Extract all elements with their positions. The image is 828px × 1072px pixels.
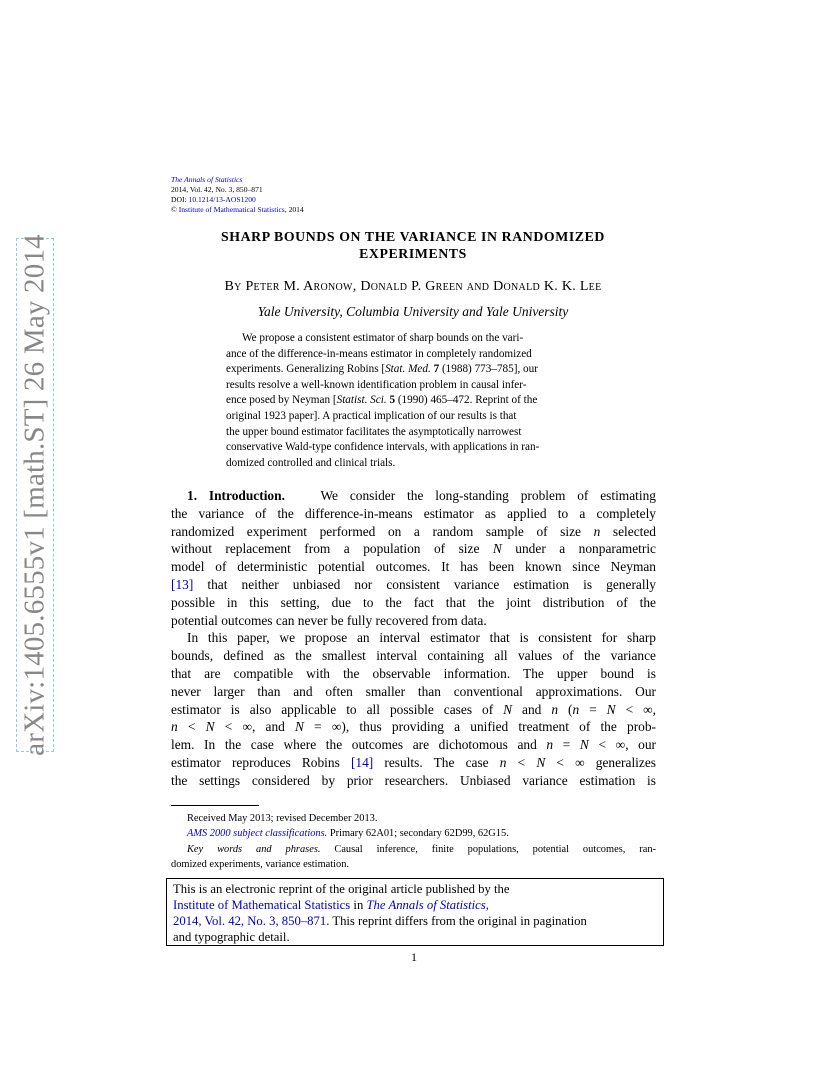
copyright-line: © Institute of Mathematical Statistics, 2014 [171,205,304,214]
paper-title [171,228,655,262]
abstract-line: We propose a consistent estimator of sharp bounds on the vari- [242,332,524,344]
citation-link[interactable]: [14] [350,754,374,770]
body-line: estimator is also applicable to all possible cases of N and n (n = N < ∞, [171,701,656,717]
journal-metadata [171,175,304,215]
abstract-line: domized controlled and clinical trials. [226,456,396,469]
body-line: potential outcomes can never be fully recovered from data. [171,612,487,628]
affiliations: Yale University, Columbia University and Yale University [257,304,569,319]
doi-link[interactable]: 10.1214/13-AOS1200 [188,195,256,204]
reprint-line: This is an electronic reprint of the original article published by the [173,882,510,896]
doi-line: DOI: 10.1214/13-AOS1200 [171,195,256,204]
ims-reprint-link[interactable]: Institute of Mathematical Statistics [173,898,351,912]
body-line: bounds, defined as the smallest interval containing all values of the variance [171,648,656,664]
keywords-line: domized experiments, variance estimation. [171,859,350,871]
section-heading: 1. Introduction. [187,488,285,503]
reprint-notice [166,878,664,946]
body-line: possible in this setting, due to the fact that the joint distribution of the [171,594,656,610]
body-line: [13] that neither unbiased nor consistent variance estimation is generally [171,576,656,592]
body-line: randomized experiment performed on a random sample of size n selected [171,523,656,539]
body-line: estimator reproduces Robins [14] results. The case n < N < ∞ generalizes [171,754,656,770]
ams-link[interactable]: AMS 2000 subject classifications. [187,828,328,840]
journal-name-link[interactable]: The Annals of Statistics [171,175,243,184]
body-line: 1. Introduction. We consider the long-standing problem of estimating [187,488,656,503]
body-line: the variance of the difference-in-means estimator as applied to a completely [171,505,656,521]
received-note: Received May 2013; revised December 2013. [187,813,378,824]
abstract-line: original 1923 paper]. A practical implication of our results is that [226,409,517,422]
footnote-rule [171,805,259,806]
abstract-line: ance of the difference-in-means estimator in completely randomized [226,347,532,360]
ims-link[interactable]: Institute of Mathematical Statistics [178,205,285,214]
abstract-line: conservative Wald-type confidence intervals, with applications in ran- [226,441,540,454]
abstract-line: experiments. Generalizing Robins [Stat. Med. 7 (1988) 773–785], our [226,363,538,376]
body-line: never larger than and often smaller than conventional approximations. Our [171,683,656,699]
page-number: 1 [411,950,417,964]
body-line: model of deterministic potential outcomes. It has been known since Neyman [171,559,656,575]
body-line: lem. In the case where the outcomes are dichotomous and n = N < ∞, our [171,737,657,753]
reprint-line: 2014, Vol. 42, No. 3, 850–871. This reprint differs from the original in pagination [173,914,587,928]
ams-classification: AMS 2000 subject classifications. Primary 62A01; secondary 62D99, 62G15. [187,828,509,840]
body-line: that are compatible with the observable information. The upper bound is [171,665,656,681]
body-line: without replacement from a population of size N under a nonparametric [171,541,656,557]
keywords-line: Key words and phrases. Causal inference, finite populations, potential outcomes, ran- [187,843,656,855]
footnotes [171,811,656,873]
volume-line: 2014, Vol. 42, No. 3, 850–871 [171,185,263,194]
citation-reprint-link[interactable]: 2014, Vol. 42, No. 3, 850–871 [173,914,327,928]
reprint-line: and typographic detail. [173,930,290,944]
author-list: By Peter M. Aronow, Donald P. Green and Donald K. K. Lee [224,279,602,294]
abstract [226,331,600,471]
copyright-icon: © [171,205,177,214]
reprint-line: Institute of Mathematical Statistics in The Annals of Statistics, [173,898,489,912]
abstract-line: the upper bound estimator facilitates the asymptotically narrowest [226,425,522,438]
body-line: n < N < ∞, and N = ∞), thus providing a unified treatment of the prob- [171,719,657,735]
abstract-line: ence posed by Neyman [Statist. Sci. 5 (1990) 465–472. Reprint of the [226,394,538,407]
section-introduction [171,487,656,790]
citation-link[interactable]: [13] [171,576,194,592]
title-line-2: EXPERIMENTS [359,246,467,261]
body-line: In this paper, we propose an interval estimator that is consistent for sharp [187,630,656,646]
abstract-line: results resolve a well-known identification problem in causal infer- [226,378,527,391]
journal-reprint-link[interactable]: The Annals of Statistics [366,898,486,912]
arxiv-identifier[interactable]: arXiv:1405.6555v1 [math.ST] 26 May 2014 [18,234,51,756]
body-line: the settings considered by prior researchers. Unbiased variance estimation is [171,772,656,788]
title-line-1: SHARP BOUNDS ON THE VARIANCE IN RANDOMIZED [221,229,605,244]
